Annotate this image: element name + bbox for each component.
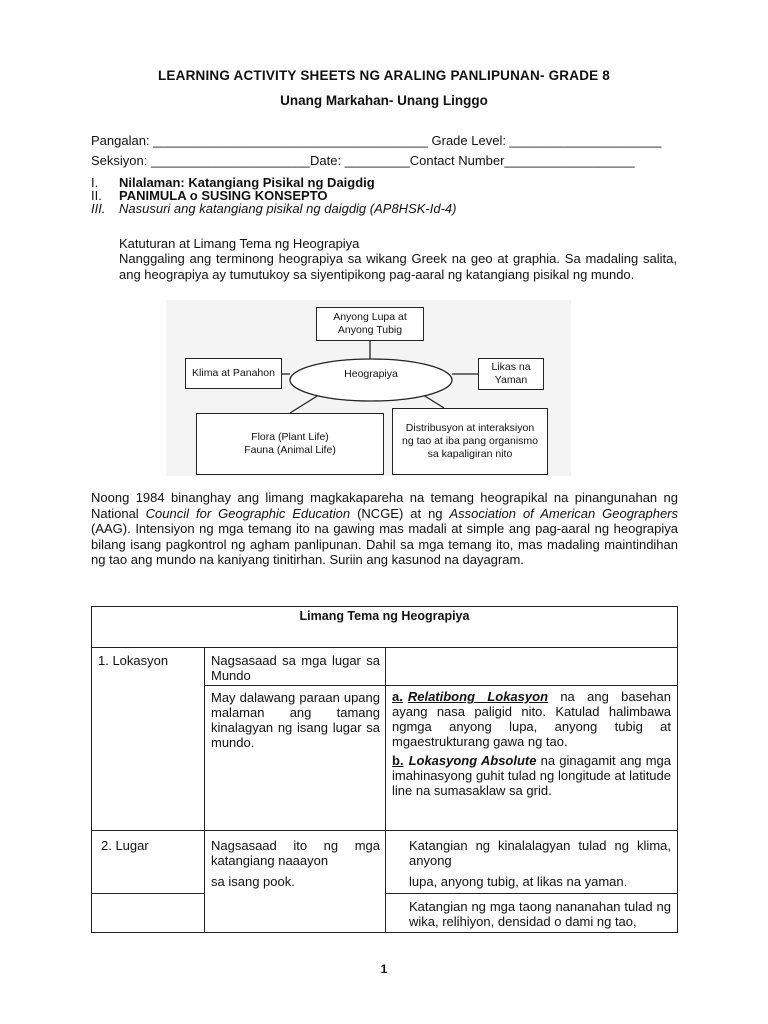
- place-characteristics-1: Katangian ng kinalalagyan tulad ng klima, anyong: [409, 838, 671, 868]
- themes-table: [91, 606, 678, 933]
- item-a-label: a.: [392, 689, 403, 704]
- relative-location-text: na ang basehan ayang nasa paligid nito. Katulad halimbawa ngmga anyong lupa, anyong tubig at mgaestrukturang gawa ng tao.: [392, 689, 671, 749]
- para-italic-aag: Association of American Geographers: [449, 505, 679, 521]
- outline-number: III.: [91, 201, 106, 216]
- outline-text: Nasusuri ang katangiang pisikal ng daigdig (AP8HSK-Id-4): [119, 201, 457, 216]
- table-row-line-4b: [385, 893, 678, 894]
- table-border-top: [91, 606, 678, 607]
- theme-2-name: 2. Lugar: [101, 838, 149, 853]
- diagram-box-bottom-right: Distribusyon at interaksiyon ng tao at iba pang organismo sa kapaligiran nito: [392, 408, 548, 475]
- center-ellipse: [290, 359, 452, 401]
- para-text-1: Noong 1984 binanghay ang limang magkakapareha na temang heograpikal na pinangunahan ng National: [91, 490, 678, 521]
- theme-1-description: Nagsasaad sa mga lugar sa Mundo: [211, 653, 380, 683]
- diagram-bottom-left-line2: Fauna (Animal Life): [244, 444, 336, 456]
- diagram-box-left: Klima at Panahon: [185, 358, 282, 389]
- para-italic-ncge: Council for Geographic Education: [145, 505, 351, 521]
- table-border-left: [91, 606, 92, 933]
- section-date-contact-field-line[interactable]: Seksiyon: ______________________Date: _________Contact Number__________________: [91, 153, 635, 168]
- intro-paragraph: Nanggaling ang terminong heograpiya sa wikang Greek na geo at graphia. Sa madaling salita, ang heograpiya ay tumutukoy sa siyentipikong pag-aaral ng katangiang pisikal ng mundo.: [119, 251, 677, 282]
- table-border-right: [677, 606, 678, 933]
- relative-location-item: [392, 689, 671, 749]
- diagram-box-right: Likas na Yaman: [478, 358, 544, 390]
- outline-text: PANIMULA o SUSING KONSEPTO: [119, 188, 328, 203]
- absolute-location-item: [392, 753, 671, 798]
- theme-1-detail: May dalawang paraan upang malaman ang tamang kinalagyan ng isang lugar sa mundo.: [211, 690, 380, 750]
- diagram-box-bottom-left: [196, 413, 384, 475]
- table-row-line-4a: [91, 893, 204, 894]
- theme-1-name: 1. Lokasyon: [98, 653, 169, 668]
- relative-location-term: Relatibong Lokasyon: [407, 689, 549, 704]
- diagram-bottom-left-line1: Flora (Plant Life): [251, 431, 329, 443]
- para-text-2: (NCGE) at ng: [350, 505, 450, 521]
- theme-2-description-cont: sa isang pook.: [211, 874, 295, 889]
- section-heading: Katuturan at Limang Tema ng Heograpiya: [119, 236, 360, 251]
- theme-2-description: Nagsasaad ito ng mga katangiang naaayon: [211, 838, 380, 868]
- outline-number: I.: [91, 175, 99, 190]
- diagram-center-label: Heograpiya: [344, 368, 398, 380]
- table-col-line-1: [204, 647, 205, 933]
- diagram-box-top: Anyong Lupa at Anyong Tubig: [316, 307, 424, 341]
- absolute-location-text: na ginagamit ang mga imahinasyong guhit tulad ng longitude at latitude line na sumasaklaw sa grid.: [392, 753, 671, 798]
- document-title: LEARNING ACTIVITY SHEETS NG ARALING PANLIPUNAN- GRADE 8: [157, 68, 611, 83]
- item-b-label: b.: [392, 753, 404, 768]
- themes-paragraph: [91, 490, 678, 568]
- outline-number: II.: [91, 188, 102, 203]
- absolute-location-term: Lokasyong Absolute: [408, 753, 537, 768]
- outline-text: Nilalaman: Katangiang Pisikal ng Daigdig: [119, 175, 375, 190]
- table-title: Limang Tema ng Heograpiya: [299, 609, 470, 623]
- page-number: 1: [380, 962, 388, 976]
- table-col-line-2: [385, 647, 386, 933]
- para-text-3: (AAG). Intensiyon ng mga temang ito na gawing mas madali at simple ang pag-aaral ng heograpiya bilang isang pagkontrol ng agham panlipunan. Dahil sa mga temang ito, mas madaling maintindihan ng tao ang mundo na kaniyang tinitirhan. Suriin ang kasunod na dayagram.: [91, 521, 678, 567]
- name-grade-field-line[interactable]: Pangalan: ______________________________________ Grade Level: _____________________: [91, 133, 662, 148]
- table-row-line-2: [204, 685, 678, 686]
- place-characteristics-1-cont: lupa, anyong tubig, at likas na yaman.: [409, 874, 628, 889]
- document-subtitle: Unang Markahan- Unang Linggo: [280, 93, 488, 108]
- place-characteristics-2: Katangian ng mga taong nananahan tulad ng wika, relihiyon, densidad o dami ng tao,: [409, 899, 671, 929]
